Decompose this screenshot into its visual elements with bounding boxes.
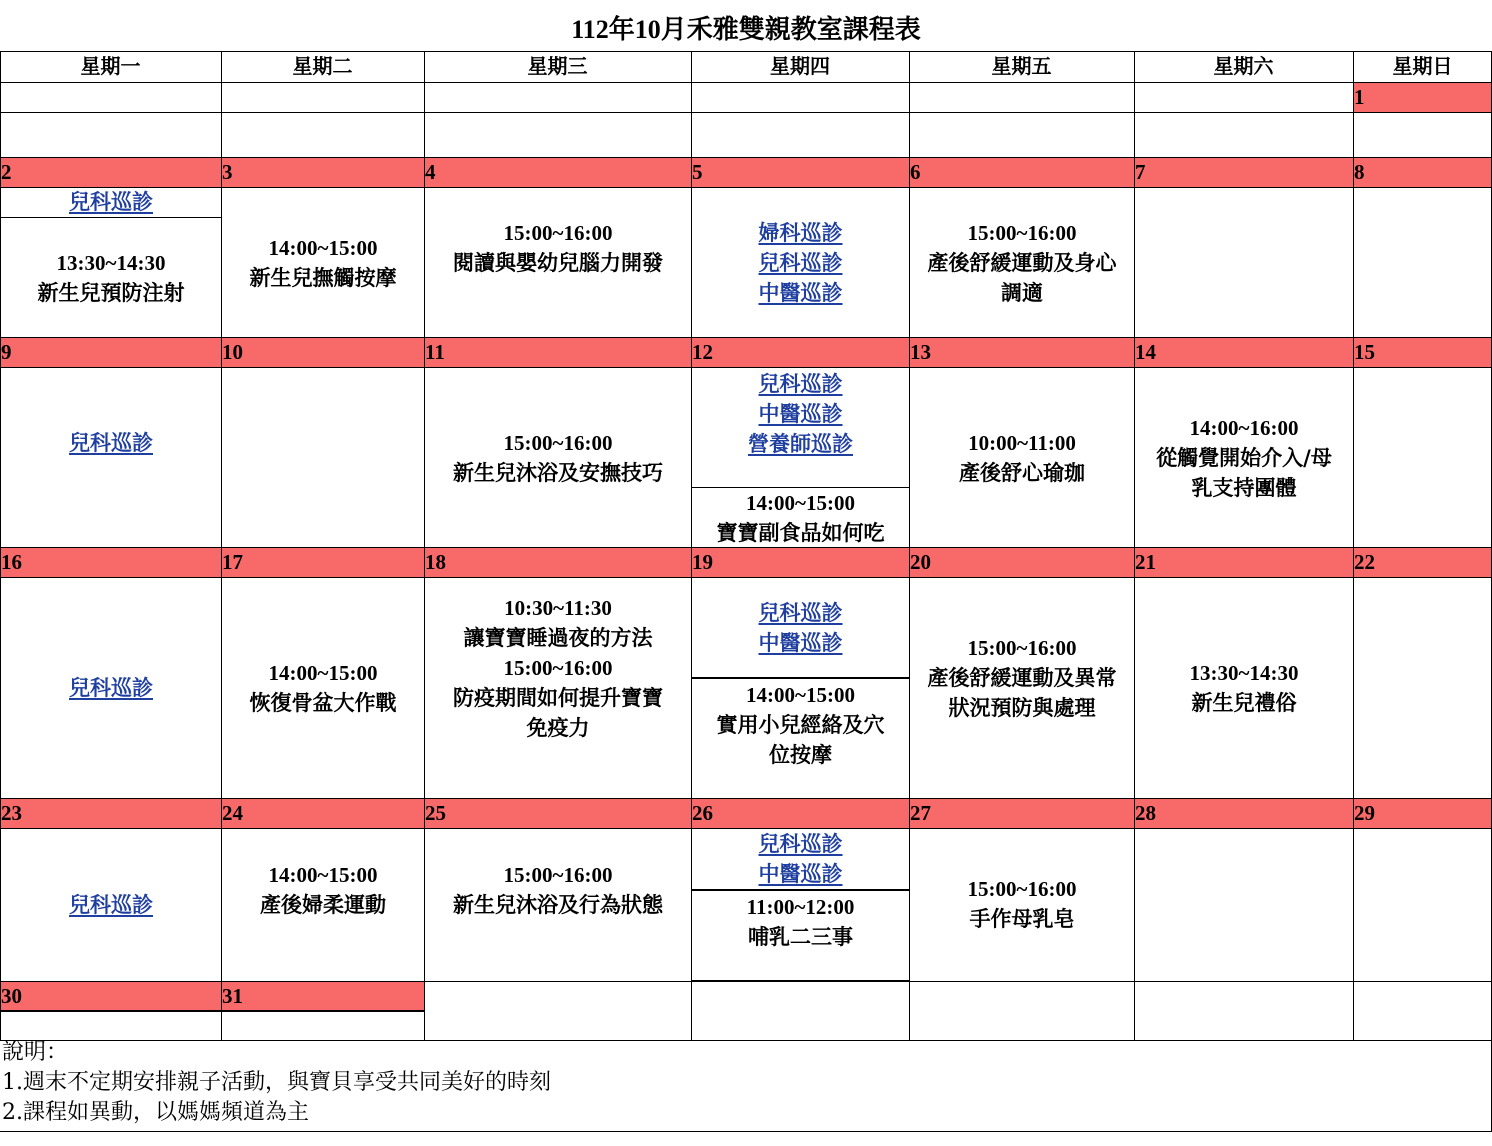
gynecology-clinic-link[interactable]: 婦科巡診 [758,219,843,245]
event-oct25-class [425,829,691,951]
weekday-header-fri: 星期五 [991,54,1052,78]
class-title-line1: 實用小兒經絡及穴 [716,712,885,737]
date-number: 28 [1135,801,1156,825]
date-number: 11 [425,340,445,364]
event-oct23-clinic [1,829,221,981]
date-number: 15 [1354,340,1375,364]
date-number: 25 [425,801,446,825]
event-oct27-class [910,829,1134,979]
event-oct4-class [425,188,691,308]
date-number: 1 [1354,85,1365,109]
page-title: 112年10月禾雅雙親教室課程表 [571,15,921,44]
event-oct6-class [910,188,1134,337]
event-oct13-class [910,368,1134,547]
date-number: 22 [1354,550,1375,574]
date-number: 19 [692,550,713,574]
event-oct12-class [692,488,909,547]
pediatric-clinic-link[interactable]: 兒科巡診 [69,430,153,455]
weekday-header-thu: 星期四 [770,54,830,78]
weekday-header-sun: 星期日 [1392,54,1453,78]
class-title-line2: 調適 [1001,279,1043,305]
class-title-line1: 防疫期間如何提升寶寶 [453,685,663,710]
class-title: 新生兒禮俗 [1191,690,1297,715]
class-time: 15:00~16:00 [503,656,613,680]
class-time: 15:00~16:00 [503,221,613,245]
date-number: 9 [1,340,12,364]
class-title: 恢復骨盆大作戰 [249,690,397,715]
date-number: 16 [1,550,22,574]
class-title: 新生兒沐浴及安撫技巧 [453,459,663,485]
pediatric-clinic-link[interactable]: 兒科巡診 [758,371,843,396]
date-number: 17 [222,550,243,574]
tcm-clinic-link[interactable]: 中醫巡診 [758,401,843,426]
class-time: 11:00~12:00 [746,895,855,919]
notes [2,1038,551,1128]
event-oct19-class [692,679,909,771]
event-oct17-class [222,578,424,798]
class-title: 哺乳二三事 [748,924,853,949]
date-number: 24 [222,801,243,825]
class-time: 10:00~11:00 [968,430,1076,455]
date-band [0,981,424,1011]
date-number: 31 [222,984,243,1008]
event-oct9-clinic [1,368,221,518]
event-oct14-class [1135,368,1353,547]
class-title: 讓寶寶睡過夜的方法 [463,625,653,650]
class-title-line1: 產後舒緩運動及異常 [927,665,1117,690]
event-oct2-clinic [1,187,221,217]
event-oct26-clinics [692,829,909,889]
date-number: 20 [910,550,931,574]
date-number: 26 [692,801,713,825]
date-number: 23 [1,801,22,825]
class-time: 13:30~14:30 [56,250,166,275]
class-time: 14:00~15:00 [268,863,378,887]
notes-heading: 說明： [2,1040,69,1065]
pediatric-clinic-link[interactable]: 兒科巡診 [69,189,153,214]
date-number: 5 [692,160,703,184]
date-number: 6 [910,160,921,184]
event-oct3-class [222,188,424,337]
date-number: 30 [1,984,22,1008]
class-time: 14:00~15:00 [746,683,855,707]
event-oct21-class [1135,578,1353,798]
date-number: 7 [1135,160,1146,184]
date-number: 27 [910,801,931,825]
class-title-line2: 免疫力 [526,715,590,740]
class-time: 13:30~14:30 [1189,661,1299,685]
pediatric-clinic-link[interactable]: 兒科巡診 [758,249,843,275]
pediatric-clinic-link[interactable]: 兒科巡診 [758,599,843,625]
date-number: 2 [1,160,12,184]
tcm-clinic-link[interactable]: 中醫巡診 [758,629,843,655]
weekday-header-wed: 星期三 [527,54,588,78]
event-oct11-class [425,368,691,547]
notes-line: 2.課程如異動，以媽媽頻道為主 [2,1100,309,1125]
event-oct20-class [910,578,1134,778]
event-oct19-clinics [692,578,909,677]
class-title-line1: 從觸覺開始介入/母 [1156,444,1332,470]
weekday-header-sat: 星期六 [1213,54,1274,78]
class-title-line2: 乳支持團體 [1191,474,1297,500]
calendar-grid [0,51,1492,1132]
date-number: 21 [1135,550,1156,574]
date-number: 14 [1135,340,1156,364]
date-number: 29 [1354,801,1375,825]
class-time: 15:00~16:00 [967,877,1077,901]
class-title: 新生兒沐浴及行為狀態 [453,892,663,917]
date-number: 18 [425,550,446,574]
event-oct5-clinics [692,188,909,337]
class-title: 產後舒心瑜珈 [959,459,1085,485]
class-time: 14:00~15:00 [268,235,378,260]
tcm-clinic-link[interactable]: 中醫巡診 [758,861,843,886]
class-time: 15:00~16:00 [967,636,1077,660]
pediatric-clinic-link[interactable]: 兒科巡診 [758,831,843,856]
event-oct2-class [1,218,221,337]
notes-line: 1.週末不定期安排親子活動，與寶貝享受共同美好的時刻 [2,1070,551,1095]
event-oct16-clinic [1,578,221,798]
class-time: 10:30~11:30 [504,596,612,620]
class-time: 14:00~15:00 [268,661,378,685]
weekday-header-tue: 星期二 [292,54,353,78]
date-number: 10 [222,340,243,364]
class-title: 新生兒預防注射 [37,279,185,305]
pediatric-clinic-link[interactable]: 兒科巡診 [69,892,153,917]
class-title-line2: 狀況預防與處理 [948,695,1096,720]
class-time: 15:00~16:00 [503,430,613,455]
class-title: 新生兒撫觸按摩 [249,264,397,290]
date-number: 12 [692,340,713,364]
weekday-header-mon: 星期一 [80,54,141,78]
class-title: 寶寶副食品如何吃 [716,519,885,545]
date-number: 8 [1354,160,1365,184]
class-title: 閱讀與嬰幼兒腦力開發 [453,250,663,275]
tcm-clinic-link[interactable]: 中醫巡診 [758,279,843,305]
class-title-line2: 位按摩 [769,742,832,767]
date-band [1353,82,1492,112]
date-number: 4 [425,160,436,184]
class-time: 14:00~16:00 [1189,415,1299,440]
nutritionist-clinic-link[interactable]: 營養師巡診 [748,431,853,456]
class-title: 手作母乳皂 [969,906,1075,931]
class-time: 14:00~15:00 [746,490,855,515]
class-title: 產後婦柔運動 [260,892,386,917]
class-time: 15:00~16:00 [967,220,1077,245]
pediatric-clinic-link[interactable]: 兒科巡診 [69,675,153,700]
class-title-line1: 產後舒緩運動及身心 [927,249,1117,275]
event-oct18-classes [425,578,691,758]
event-oct12-clinics [692,368,909,460]
date-number: 3 [222,160,233,184]
event-oct24-class [222,829,424,951]
event-oct26-class [692,891,909,953]
date-number: 13 [910,340,931,364]
class-time: 15:00~16:00 [503,863,613,887]
